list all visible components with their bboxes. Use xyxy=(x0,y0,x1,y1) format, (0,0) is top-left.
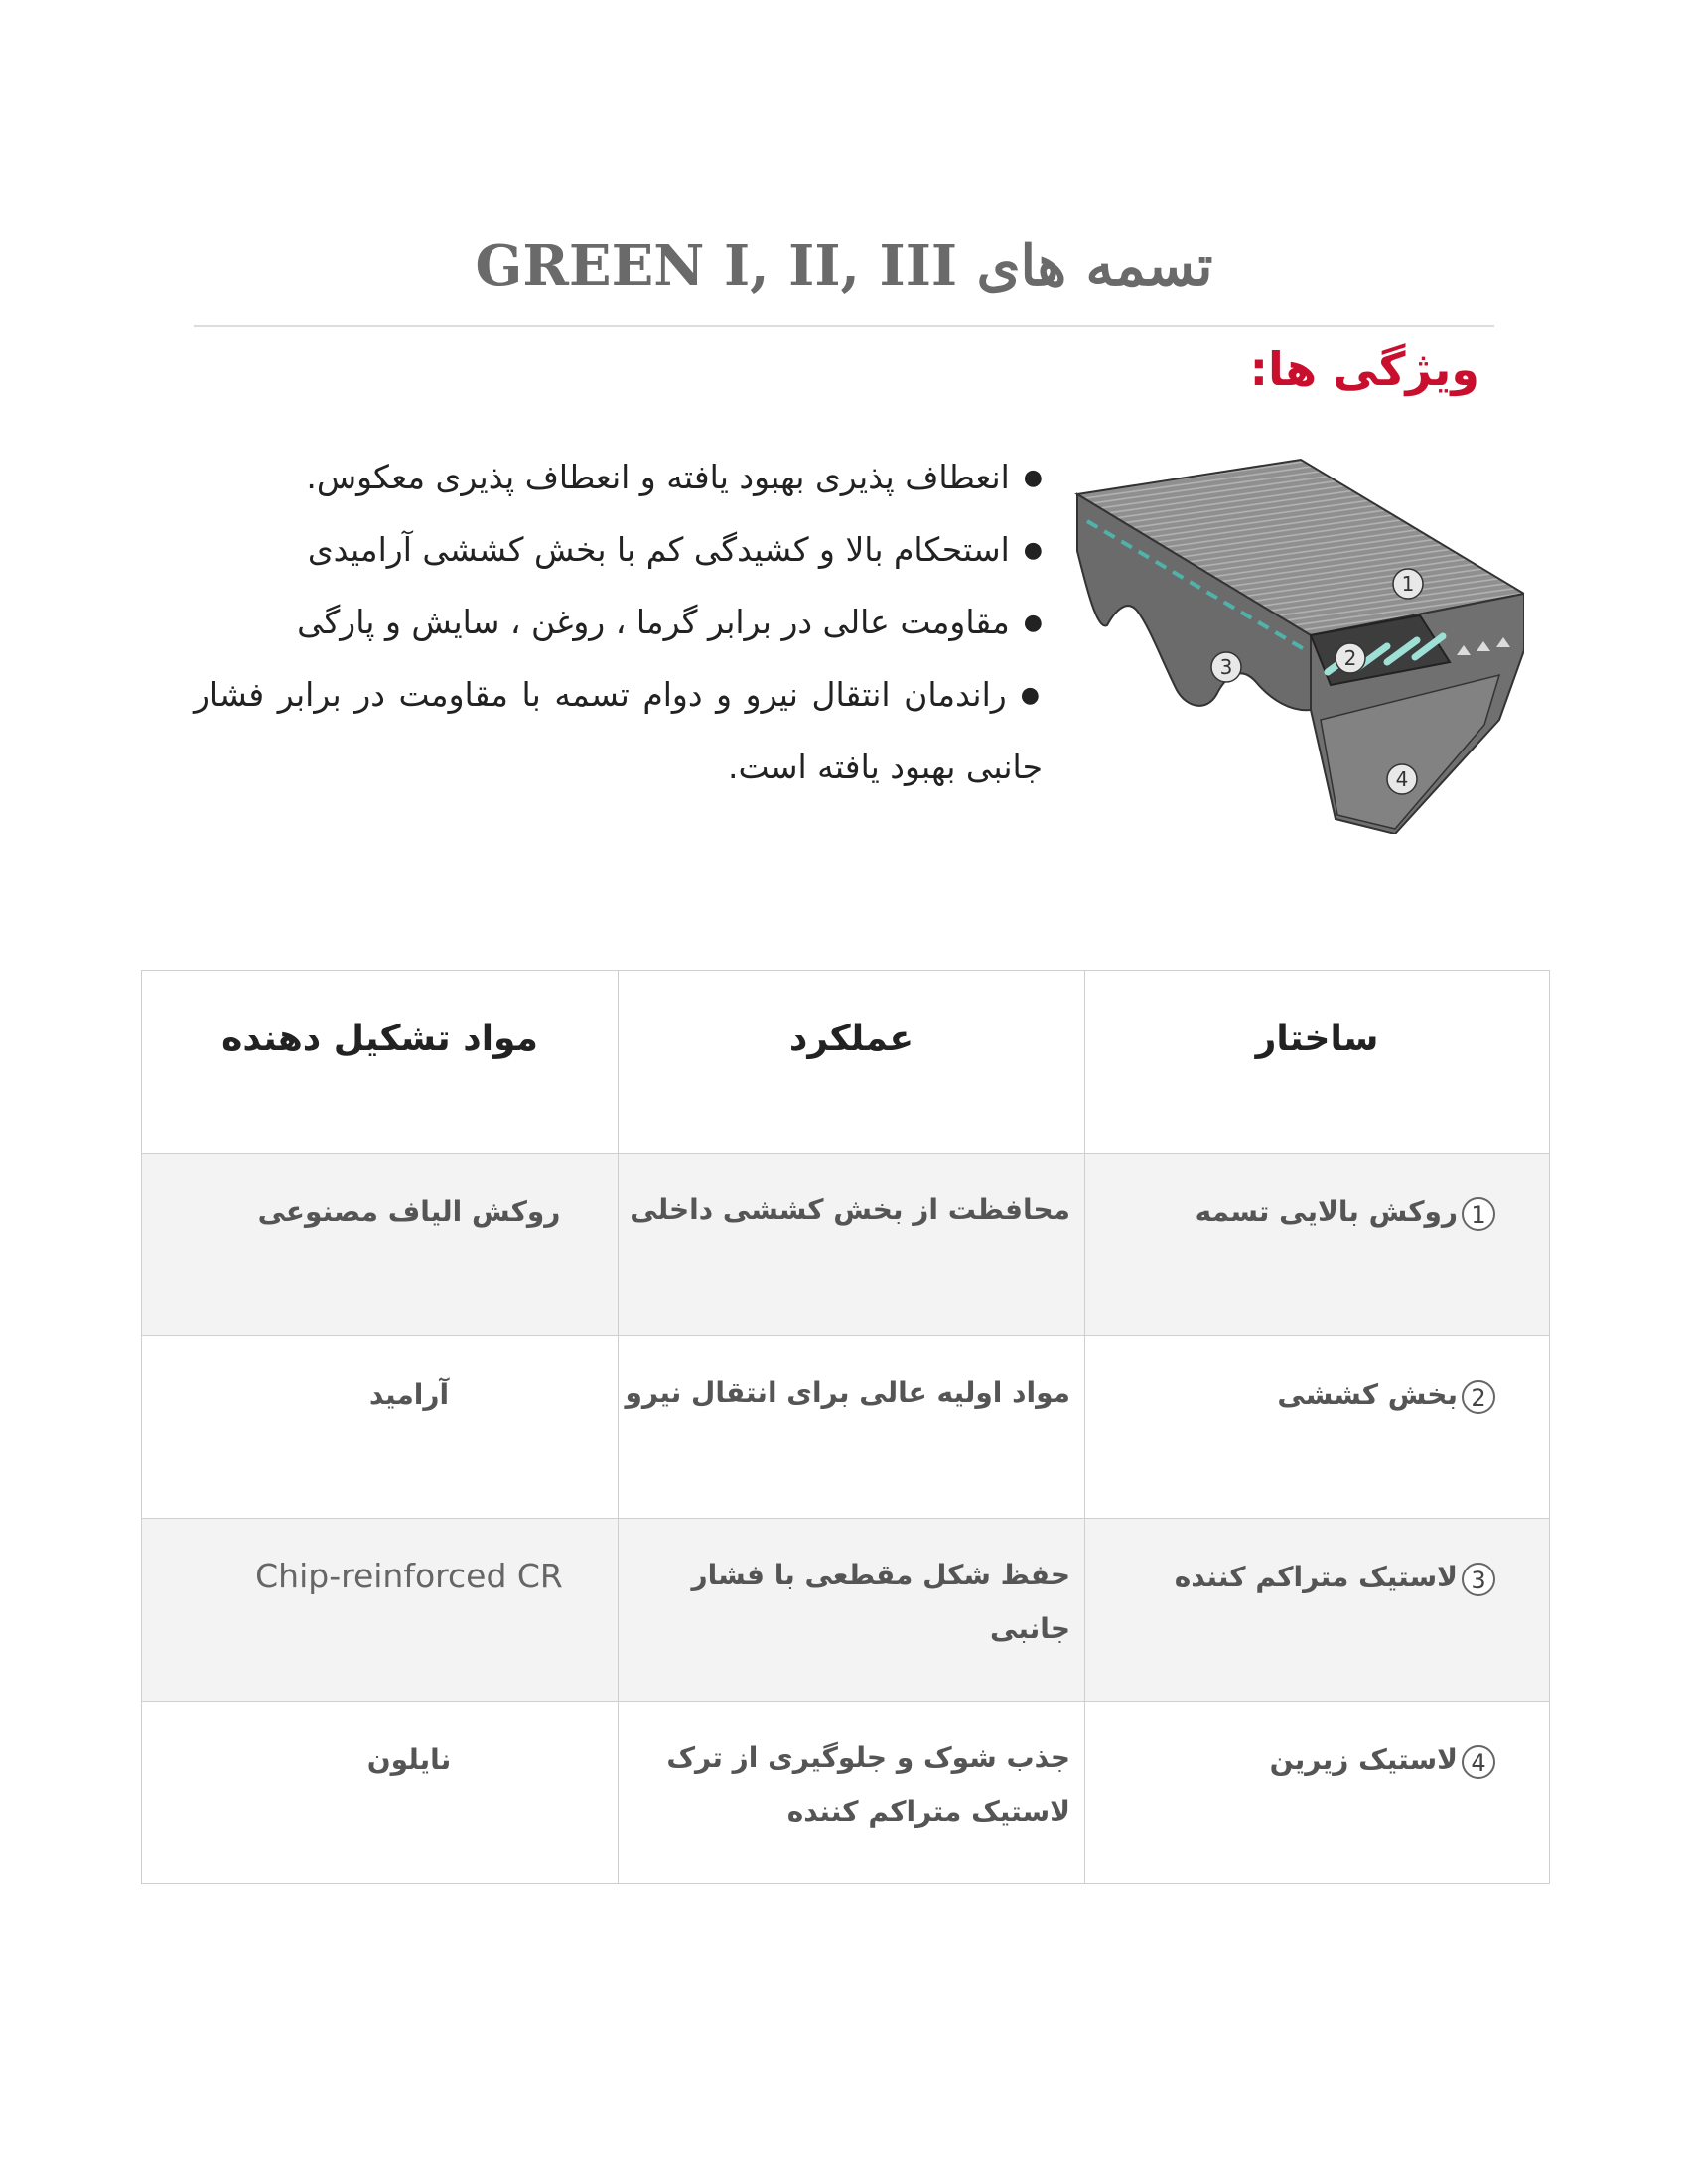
svg-text:1: 1 xyxy=(1401,572,1415,596)
feature-item: ● راندمان انتقال نیرو و دوام تسمه با مقاومت در برابر فشار جانبی بهبود یافته است. xyxy=(194,659,1043,803)
number-badge: 1 xyxy=(1462,1197,1495,1231)
belt-cross-section-illustration xyxy=(1067,452,1524,834)
number-badge: 3 xyxy=(1462,1563,1495,1596)
feature-item: ● مقاومت عالی در برابر گرما ، روغن ، سایش و پارگی xyxy=(194,587,1043,659)
feature-item: ● استحکام بالا و کشیدگی کم با بخش کششی آرامیدی xyxy=(194,514,1043,587)
title-divider xyxy=(194,325,1494,327)
cell-structure: 2بخش کششی xyxy=(1085,1336,1550,1519)
cell-structure: 4لاستیک زیرین xyxy=(1085,1702,1550,1884)
cell-material: آرامید xyxy=(142,1336,619,1519)
features-heading: ویژگی ها: xyxy=(1249,342,1479,396)
svg-text:4: 4 xyxy=(1395,767,1409,791)
cell-structure: 1روکش بالایی تسمه xyxy=(1085,1154,1550,1336)
table-row xyxy=(142,1519,1550,1702)
cell-material: نایلون xyxy=(142,1702,619,1884)
svg-text:2: 2 xyxy=(1343,646,1357,670)
feature-item: ● انعطاف پذیری بهبود یافته و انعطاف پذیری معکوس. xyxy=(194,442,1043,514)
number-badge: 4 xyxy=(1462,1745,1495,1779)
features-list xyxy=(194,442,1043,803)
table-header-row xyxy=(142,971,1550,1154)
cell-function: محافظت از بخش کششی داخلی xyxy=(619,1154,1085,1336)
cell-function: مواد اولیه عالی برای انتقال نیرو xyxy=(619,1336,1085,1519)
table-row xyxy=(142,1702,1550,1884)
svg-text:3: 3 xyxy=(1219,655,1233,679)
cell-function: جذب شوک و جلوگیری از ترک لاستیک متراکم کننده xyxy=(619,1702,1085,1884)
cell-function: حفظ شکل مقطعی با فشار جانبی xyxy=(619,1519,1085,1702)
belt-structure-table xyxy=(141,970,1550,1884)
table-row xyxy=(142,1154,1550,1336)
page-title: تسمه های GREEN I, II, III xyxy=(475,233,1213,299)
table-row xyxy=(142,1336,1550,1519)
number-badge: 2 xyxy=(1462,1380,1495,1414)
cell-material: Chip-reinforced CR xyxy=(142,1519,619,1702)
header-structure: ساختار xyxy=(1085,971,1550,1154)
cell-structure: 3لاستیک متراکم کننده xyxy=(1085,1519,1550,1702)
cell-material: روکش الیاف مصنوعی xyxy=(142,1154,619,1336)
header-function: عملکرد xyxy=(619,971,1085,1154)
header-material: مواد تشکیل دهنده xyxy=(142,971,619,1154)
